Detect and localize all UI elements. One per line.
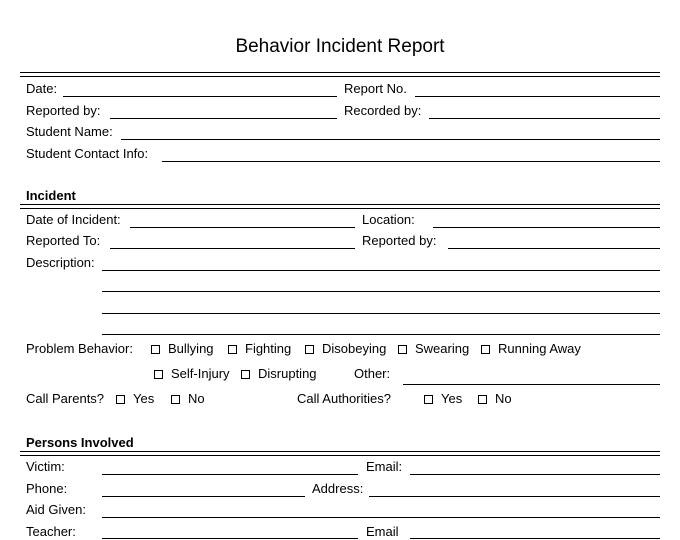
email-label: Email: [366,459,403,474]
location-field[interactable] [433,227,660,228]
reported-to-label: Reported To: [26,233,101,248]
address-field[interactable] [369,496,660,497]
checkbox-fighting[interactable]: Fighting [228,341,291,357]
recorded-by-field[interactable] [429,118,660,119]
phone-label: Phone: [26,481,68,496]
page-title: Behavior Incident Report [235,36,445,57]
checkbox-box[interactable] [241,370,250,379]
aid-given-field[interactable] [102,517,660,518]
victim-label: Victim: [26,459,65,474]
address-label: Address: [312,481,364,496]
checkbox-disrupting[interactable]: Disrupting [241,366,317,382]
call-authorities-yes[interactable]: Yes [424,391,462,407]
recorded-by-label: Recorded by: [344,103,422,118]
checkbox-swearing[interactable]: Swearing [398,341,469,357]
checkbox-box[interactable] [116,395,125,404]
teacher-label: Teacher: [26,524,76,539]
reported-by-label: Reported by: [26,103,101,118]
checkbox-box[interactable] [424,395,433,404]
date-field[interactable] [63,96,337,97]
persons-heading: Persons Involved [26,435,134,450]
call-parents-no[interactable]: No [171,391,205,407]
description-line-2[interactable] [102,291,660,292]
incident-heading: Incident [26,188,76,203]
teacher-field[interactable] [102,538,358,539]
other-label: Other: [354,366,391,381]
call-parents-label: Call Parents? [26,391,105,406]
student-contact-label: Student Contact Info: [26,146,149,161]
report-no-field[interactable] [415,96,660,97]
checkbox-running-away[interactable]: Running Away [481,341,581,357]
problem-behavior-label: Problem Behavior: [26,341,133,356]
incident-reported-by-label: Reported by: [362,233,437,248]
title-divider [20,72,660,77]
description-line-3[interactable] [102,313,660,314]
checkbox-disobeying[interactable]: Disobeying [305,341,386,357]
aid-given-label: Aid Given: [26,502,86,517]
call-authorities-no[interactable]: No [478,391,512,407]
checkbox-box[interactable] [481,345,490,354]
victim-field[interactable] [102,474,358,475]
checkbox-self-injury[interactable]: Self-Injury [154,366,230,382]
date-of-incident-label: Date of Incident: [26,212,121,227]
checkbox-box[interactable] [151,345,160,354]
checkbox-box[interactable] [171,395,180,404]
reported-to-field[interactable] [110,248,355,249]
student-name-label: Student Name: [26,124,113,139]
teacher-email-field[interactable] [410,538,660,539]
checkbox-bullying[interactable]: Bullying [151,341,214,357]
teacher-email-label: Email [366,524,399,539]
phone-field[interactable] [102,496,305,497]
description-label: Description: [26,255,95,270]
call-authorities-label: Call Authorities? [297,391,391,406]
reported-by-field[interactable] [110,118,337,119]
call-parents-yes[interactable]: Yes [116,391,154,407]
date-label: Date: [26,81,58,96]
checkbox-box[interactable] [305,345,314,354]
description-line-1[interactable] [102,270,660,271]
email-field[interactable] [410,474,660,475]
persons-divider [20,451,660,456]
incident-divider [20,204,660,209]
student-name-field[interactable] [121,139,660,140]
location-label: Location: [362,212,415,227]
incident-reported-by-field[interactable] [448,248,660,249]
student-contact-field[interactable] [162,161,660,162]
checkbox-box[interactable] [228,345,237,354]
checkbox-box[interactable] [154,370,163,379]
checkbox-box[interactable] [398,345,407,354]
date-of-incident-field[interactable] [130,227,355,228]
checkbox-box[interactable] [478,395,487,404]
report-no-label: Report No. [344,81,407,96]
other-field[interactable] [403,384,660,385]
description-line-4[interactable] [102,334,660,335]
